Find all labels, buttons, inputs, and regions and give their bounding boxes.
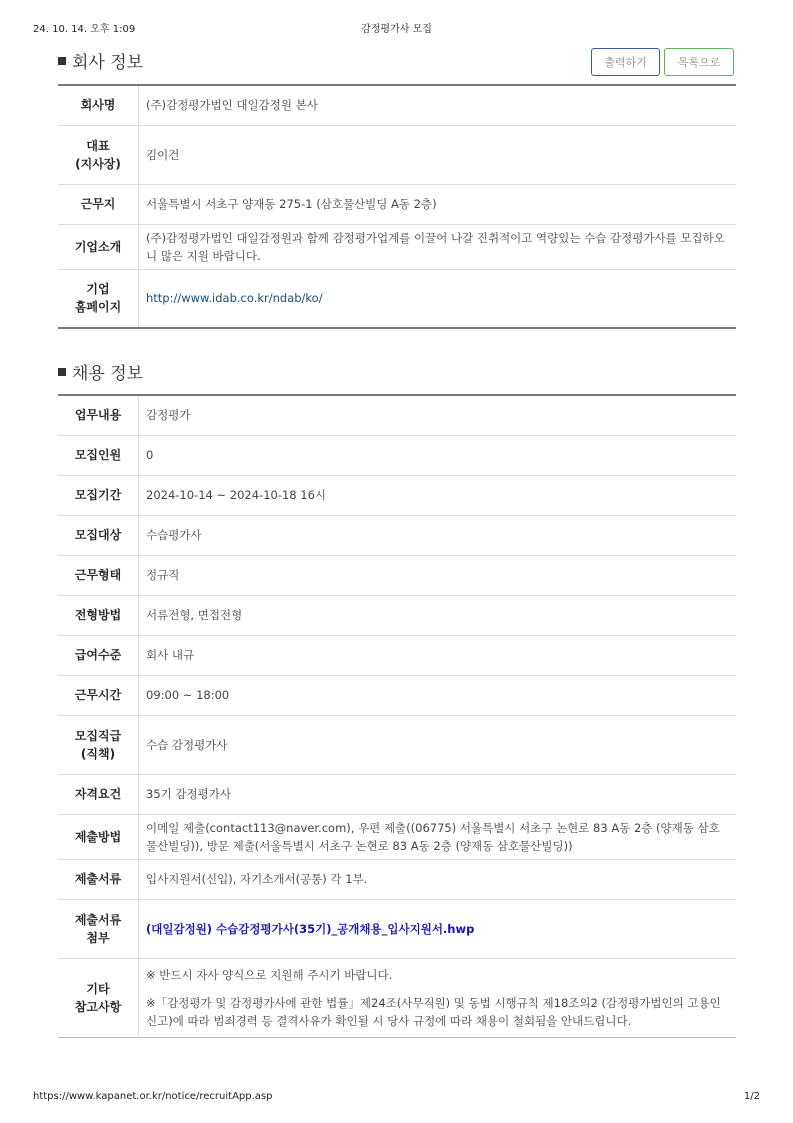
note-text: ※ 반드시 자사 양식으로 지원해 주시기 바랍니다.	[146, 967, 393, 982]
recruit-section-title	[58, 359, 143, 384]
row-value: 0	[146, 448, 154, 462]
print-header	[33, 20, 760, 36]
table-row	[58, 125, 736, 184]
recruit-title-text: 채용 정보	[72, 364, 144, 384]
row-label: 모집직급 (직책)	[58, 715, 139, 774]
table-row	[58, 958, 736, 1037]
row-value: 회사 내규	[146, 648, 195, 662]
row-label: 제출서류 첨부	[58, 899, 139, 958]
row-label: 회사명	[58, 85, 139, 125]
row-label: 대표 (지사장)	[58, 125, 139, 184]
row-value: 09:00 ~ 18:00	[146, 688, 230, 702]
row-label: 모집대상	[58, 515, 139, 555]
table-row	[58, 555, 736, 595]
row-value: 2024-10-14 ~ 2024-10-18 16시	[146, 488, 327, 502]
row-value: 입사지원서(신입), 자기소개서(공통) 각 1부.	[146, 872, 368, 886]
row-label: 모집인원	[58, 435, 139, 475]
row-value: 수습 감정평가사	[146, 737, 228, 752]
print-title: 감정평가사 모집	[361, 24, 432, 35]
square-bullet-icon	[58, 368, 66, 376]
row-value: 서류전형, 면접전형	[146, 608, 243, 622]
table-row	[58, 269, 736, 328]
recruit-info-table	[58, 394, 736, 1038]
table-row	[58, 515, 736, 555]
row-label: 자격요건	[58, 774, 139, 814]
table-row	[58, 595, 736, 635]
company-info-table	[58, 84, 736, 329]
row-value: 35기 감정평가사	[146, 787, 231, 801]
row-value: 김이건	[146, 147, 180, 162]
row-value: (주)감정평가법인 대일감정원과 함께 감정평가업계를 이끌어 나갈 진취적이고 역량있는 수습 감정평가사를 모집하오니 많은 지원 바랍니다.	[146, 230, 725, 263]
row-label: 모집기간	[58, 475, 139, 515]
table-row	[58, 635, 736, 675]
list-button[interactable]: 목록으로	[664, 48, 734, 76]
table-row	[58, 814, 736, 859]
row-label: 근무시간	[58, 675, 139, 715]
print-button[interactable]: 출력하기	[591, 48, 660, 76]
table-row	[58, 859, 736, 899]
row-value: 서울특별시 서초구 양재동 275-1 (삼호물산빌딩 A동 2층)	[146, 197, 437, 211]
row-label: 업무내용	[58, 395, 139, 435]
note-text: ※「감정평가 및 감정평가사에 관한 법률」제24조(사무직원) 및 동법 시행규칙 제18조의2 (감정평가법인의 고용인 신고)에 따라 범죄경력 등 결격사유가 확인될 시 당사 규정에 따라 채용이 철회됨을 안내드립니다.	[146, 995, 721, 1028]
square-bullet-icon	[58, 57, 66, 65]
homepage-link[interactable]: http://www.idab.co.kr/ndab/ko/	[146, 291, 323, 306]
row-label: 급여수준	[58, 635, 139, 675]
page-number: 1/2	[743, 1091, 760, 1102]
company-section-title	[58, 48, 143, 73]
table-row	[58, 224, 736, 269]
table-row	[58, 675, 736, 715]
table-row	[58, 475, 736, 515]
row-label: 근무형태	[58, 555, 139, 595]
row-value: 이메일 제출(contact113@naver.com), 우편 제출((06775) 서울특별시 서초구 논현로 83 A동 2층 (양재동 삼호물산빌딩)), 방문 제출(서울특별시 서초구 논현로 83 A동 2층 (양재동 삼호물산빌딩))	[146, 820, 720, 853]
row-value: 정규직	[146, 568, 180, 582]
row-label: 제출서류	[58, 859, 139, 899]
row-label: 근무지	[58, 184, 139, 224]
table-row	[58, 184, 736, 224]
page-url: https://www.kapanet.or.kr/notice/recruitApp.asp	[33, 1091, 273, 1102]
row-label: 기업 홈페이지	[58, 269, 139, 328]
row-label: 전형방법	[58, 595, 139, 635]
row-value: 수습평가사	[146, 528, 202, 542]
row-label: 기타 참고사항	[58, 958, 139, 1037]
print-footer	[33, 1091, 760, 1105]
row-label: 기업소개	[58, 224, 139, 269]
row-label: 제출방법	[58, 814, 139, 859]
company-title-text: 회사 정보	[72, 53, 144, 73]
table-row	[58, 774, 736, 814]
table-row	[58, 395, 736, 435]
attachment-link[interactable]: (대일감정원) 수습감정평가사(35기)_공개채용_입사지원서.hwp	[146, 921, 475, 936]
row-value: (주)감정평가법인 대일감정원 본사	[146, 98, 318, 113]
table-row	[58, 435, 736, 475]
table-row	[58, 899, 736, 958]
print-date: 24. 10. 14. 오후 1:09	[33, 24, 136, 35]
table-row	[58, 715, 736, 774]
row-value: 감정평가	[146, 408, 191, 423]
row-value	[139, 958, 737, 1037]
table-row	[58, 85, 736, 125]
